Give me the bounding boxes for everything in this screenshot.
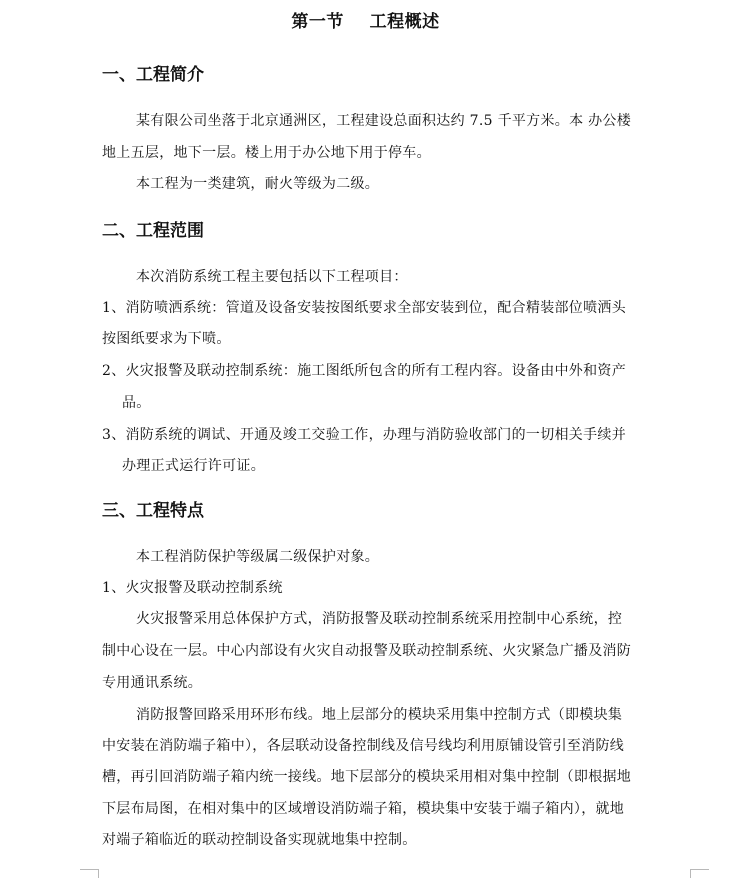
list-item-line: 1、火灾报警及联动控制系统 — [102, 580, 283, 596]
list-item-line: 3、消防系统的调试、开通及竣工交验工作，办理与消防验收部门的一切相关手续并 — [102, 427, 627, 443]
paragraph-line: 槽，再引回消防端子箱内统一接线。地下层部分的模块采用相对集中控制（即根据地 — [102, 769, 632, 785]
paragraph-line: 中安装在消防端子箱中），各层联动设备控制线及信号线均利用原铺设管引至消防线 — [102, 738, 625, 754]
list-item-line: 1、消防喷洒系统：管道及设备安装按图纸要求全部安装到位，配合精装部位喷洒头 — [102, 300, 627, 316]
paragraph-line: 下层布局图，在相对集中的区域增设消防端子箱，模块集中安装于端子箱内），就地 — [102, 801, 625, 817]
page-margin-corner-mark — [690, 869, 709, 878]
list-item-line: 办理正式运行许可证。 — [122, 458, 265, 474]
paragraph-line: 制中心设在一层。中心内部设有火灾自动报警及联动控制系统、火灾紧急广播及消防 — [102, 643, 632, 659]
list-item-line: 品。 — [122, 395, 151, 411]
list-item-line: 2、火灾报警及联动控制系统：施工图纸所包含的所有工程内容。设备由中外和资产 — [102, 363, 627, 379]
list-item-line: 按图纸要求为下喷。 — [102, 331, 231, 347]
paragraph-line: 专用通讯系统。 — [102, 675, 203, 691]
paragraph-line: 地上五层，地下一层。楼上用于办公地下用于停车。 — [102, 145, 431, 161]
paragraph-line: 对端子箱临近的联动控制设备实现就地集中控制。 — [102, 832, 417, 848]
section-heading-overview: 一、工程简介 — [102, 65, 204, 85]
paragraph-line: 消防报警回路采用环形布线。地上层部分的模块采用集中控制方式（即模块集 — [136, 707, 623, 723]
chapter-title: 第一节 工程概述 — [291, 12, 440, 32]
paragraph-line: 本工程消防保护等级属二级保护对象。 — [136, 549, 380, 565]
paragraph-line: 本次消防系统工程主要包括以下工程项目： — [136, 269, 408, 285]
page-margin-corner-mark — [80, 869, 99, 878]
paragraph-line: 某有限公司坐落于北京通洲区，工程建设总面积达约 7.5 千平方米。本 办公楼 — [136, 113, 632, 129]
section-heading-scope: 二、工程范围 — [102, 221, 204, 241]
paragraph-line: 火灾报警采用总体保护方式，消防报警及联动控制系统采用控制中心系统，控 — [136, 611, 623, 627]
section-heading-features: 三、工程特点 — [102, 501, 204, 521]
paragraph-line: 本工程为一类建筑，耐火等级为二级。 — [136, 176, 380, 192]
